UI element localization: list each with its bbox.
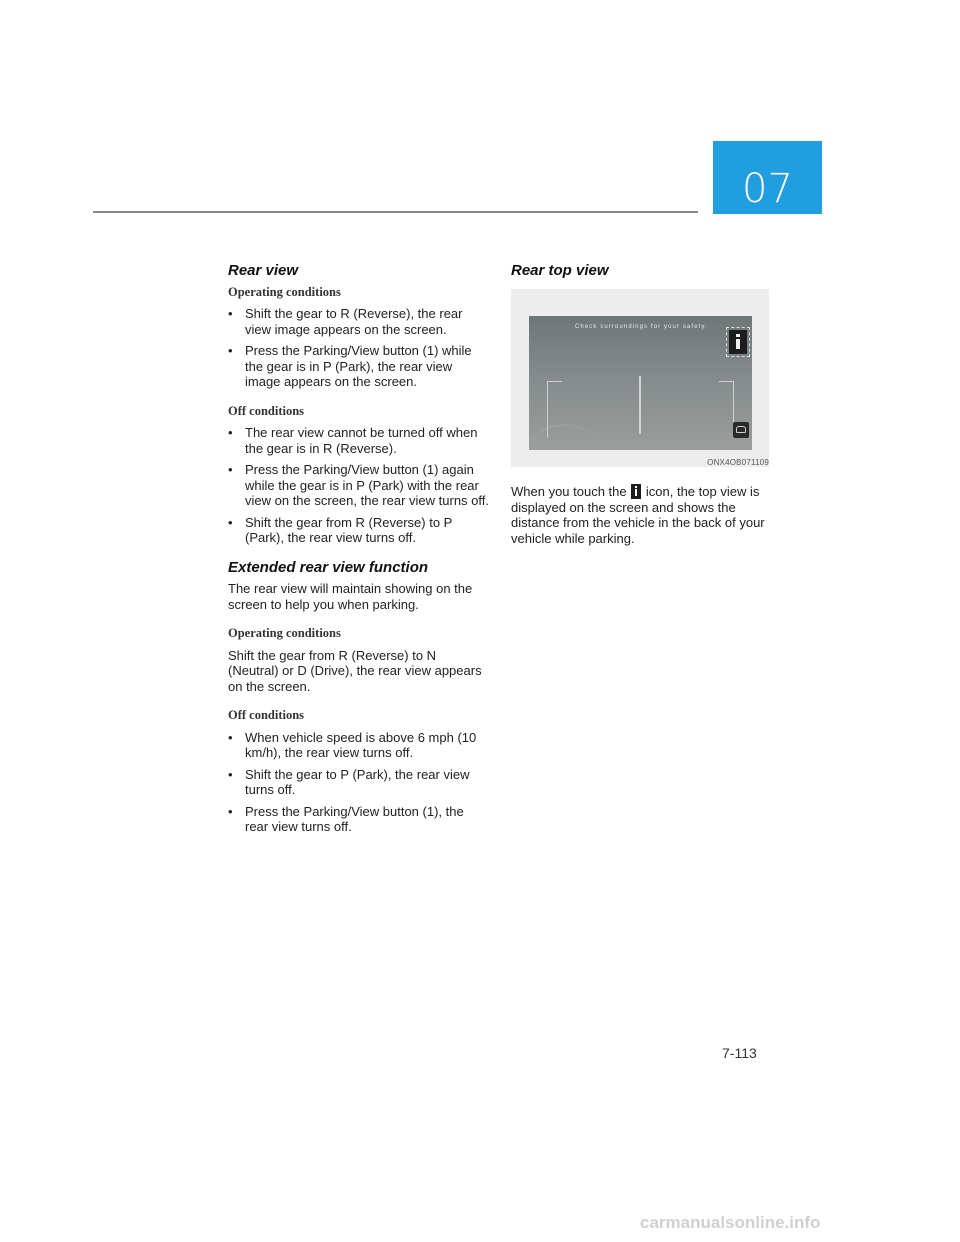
page-number: 7-113 — [722, 1045, 757, 1061]
list-item: • Press the Parking/View button (1) again while the gear is in P (Park) with the rear view on the screen, the rear view turns off. — [228, 462, 489, 508]
extended-off-heading: Off conditions — [228, 708, 305, 722]
header-rule — [93, 211, 698, 213]
list-item: • The rear view cannot be turned off when the gear is in R (Reverse). — [228, 425, 478, 456]
rear-view-operating-list — [228, 306, 490, 390]
operating-conditions-heading: Operating conditions — [228, 284, 341, 299]
rear-camera-illustration — [511, 289, 769, 467]
right-column — [511, 263, 773, 560]
info-icon — [729, 330, 747, 354]
extended-intro: The rear view will maintain showing on the screen to help you when parking. — [228, 581, 473, 612]
extended-off-list — [228, 730, 490, 835]
list-item: • When vehicle speed is above 6 mph (10 km/h), the rear view turns off. — [228, 729, 477, 760]
list-item: • Shift the gear from R (Reverse) to P (Park), the rear view turns off. — [228, 514, 453, 545]
info-icon — [631, 484, 641, 499]
center-guide-line — [639, 376, 641, 434]
list-item: • Press the Parking/View button (1), the rear view turns off. — [228, 803, 464, 834]
rear-view-off-list — [228, 425, 490, 546]
rear-top-view-description: When you touch the icon, the top view is displayed on the screen and shows the distance from the vehicle in the back of your vehicle while parking. — [511, 484, 765, 546]
extended-operating-text: Shift the gear from R (Reverse) to N (Neutral) or D (Drive), the rear view appears on the screen. — [228, 647, 482, 694]
curb-line — [529, 418, 608, 449]
list-item: • Shift the gear to P (Park), the rear view turns off. — [228, 766, 470, 797]
image-code: ONX4OB071109 — [707, 457, 769, 467]
watermark: carmanualsonline.info — [640, 1213, 821, 1232]
rear-top-view-heading: Rear top view — [511, 262, 609, 279]
screen-message: Check surroundings for your safety. — [575, 323, 708, 330]
list-item: • Shift the gear to R (Reverse), the rear view image appears on the screen. — [228, 306, 463, 337]
off-conditions-heading: Off conditions — [228, 403, 305, 418]
camera-icon — [733, 422, 749, 438]
list-item: • Press the Parking/View button (1) while the gear is in P (Park), the rear view image appears on the screen. — [228, 343, 472, 389]
right-guide-line — [719, 381, 734, 438]
extended-operating-heading: Operating conditions — [228, 626, 341, 640]
camera-screen — [529, 316, 752, 450]
extended-rear-view-heading: Extended rear view function — [228, 558, 429, 576]
left-guide-line — [547, 381, 562, 438]
left-column — [228, 263, 490, 849]
chapter-tab: 07 — [713, 141, 822, 214]
rear-view-heading: Rear view — [228, 262, 299, 279]
